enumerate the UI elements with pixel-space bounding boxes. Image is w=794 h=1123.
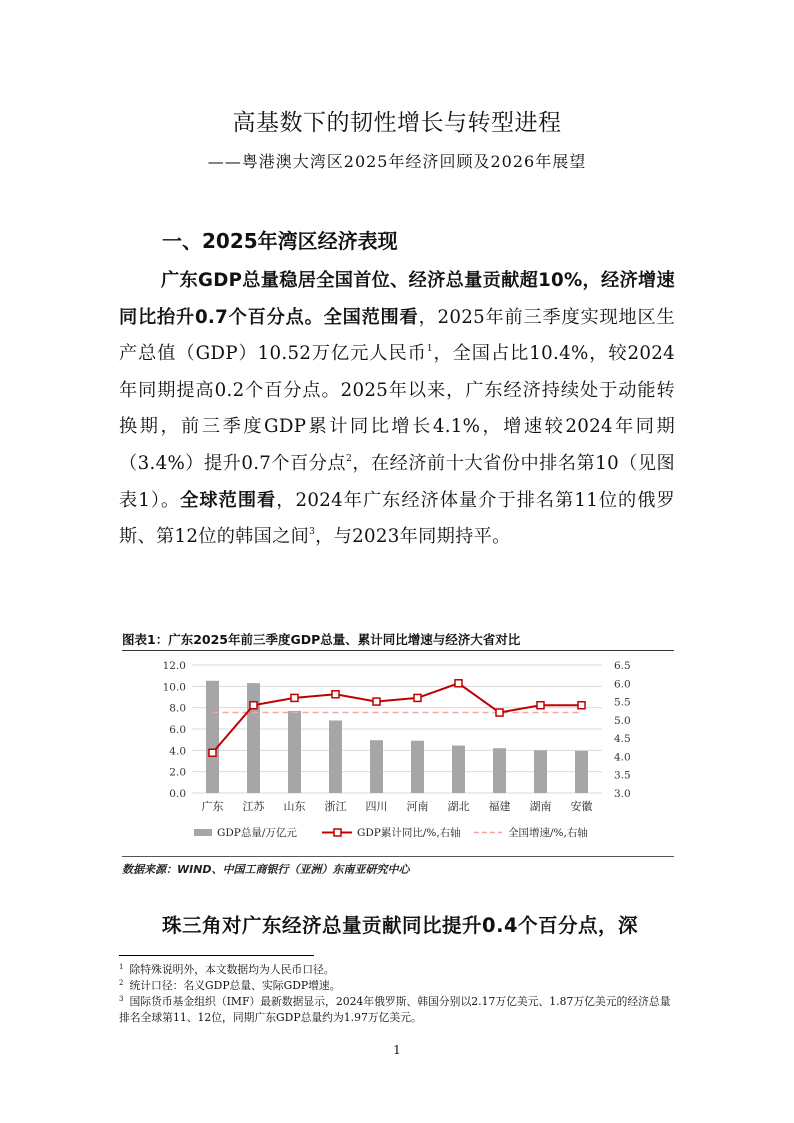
bar-广东 (206, 681, 219, 793)
x-axis-label: 四川 (365, 800, 388, 813)
footnote-3 (119, 994, 679, 1025)
right-axis-tick: 3.0 (614, 788, 631, 800)
footnote-1-text: 除特殊说明外，本文数据均为人民币口径。 (129, 963, 335, 976)
bar-四川 (370, 740, 383, 793)
chart-source: 数据来源：WIND、中国工商银行（亚洲）东南亚研究中心 (122, 863, 410, 876)
growth-point-湖北 (455, 680, 462, 687)
x-axis-label: 江苏 (242, 800, 265, 813)
legend-label-bar: GDP总量/万亿元 (217, 827, 297, 839)
footnote-2-text: 统计口径：名义GDP总量、实际GDP增速。 (129, 979, 341, 992)
right-axis-tick: 4.0 (614, 751, 631, 764)
chart-title: 图表1：广东2025年前三季度GDP总量、累计同比增速与经济大省对比 (122, 632, 521, 647)
footnote-ref-3: 3 (309, 527, 316, 538)
para1-bold-3: 全球范围看 (180, 489, 277, 511)
left-axis-tick: 2.0 (169, 766, 186, 779)
growth-point-四川 (373, 698, 380, 705)
bar-河南 (411, 741, 424, 793)
growth-point-浙江 (332, 691, 339, 698)
section-heading-2: 珠三角对广东经济总量贡献同比提升0.4个百分点，深 (162, 914, 639, 937)
document-title: 高基数下的韧性增长与转型进程 (232, 110, 562, 136)
bar-山东 (288, 711, 301, 793)
right-axis-tick: 3.5 (614, 769, 631, 782)
legend-label-line: GDP累计同比/%,右轴 (357, 827, 461, 839)
bar-湖南 (534, 750, 547, 793)
footnote-3-text: 国际货币基金组织（IMF）最新数据显示，2024年俄罗斯、韩国分别以2.17万亿美元、1.87万亿美元的经济总量排名全球第11、12位，同期广东GDP总量约为1.97万亿美元。 (119, 995, 671, 1024)
footnote-3-num: 3 (119, 995, 124, 1003)
growth-point-安徽 (578, 702, 585, 709)
footnote-2 (119, 978, 679, 994)
left-axis-tick: 10.0 (162, 681, 186, 694)
page-number: 1 (393, 1043, 401, 1057)
bar-福建 (493, 748, 506, 793)
para1-bold-2: 全国范围看 (323, 306, 419, 328)
footnote-ref-1: 1 (426, 344, 433, 355)
legend-label-dashed: 全国增速/%,右轴 (508, 827, 588, 839)
right-axis-tick: 5.0 (614, 714, 631, 727)
footnote-ref-2: 2 (346, 453, 353, 464)
growth-point-广东 (209, 749, 216, 756)
footnote-1-num: 1 (119, 963, 124, 971)
x-axis-label: 湖南 (529, 800, 552, 813)
chart-top-rule (122, 650, 674, 651)
x-axis-label: 山东 (283, 800, 306, 813)
left-axis-tick: 12.0 (162, 660, 186, 672)
para1-text-4: ，在经济前十大省份中排名第10（见图表1）。 (119, 452, 675, 511)
legend-swatch-marker (334, 829, 341, 836)
left-axis-tick: 0.0 (169, 788, 186, 800)
right-axis-tick: 5.5 (614, 696, 631, 709)
chart-bottom-rule (122, 856, 674, 857)
document-subtitle: ——粤港澳大湾区2025年经济回顾及2026年展望 (207, 152, 587, 171)
legend-swatch-bar (194, 829, 212, 836)
bar-湖北 (452, 746, 465, 793)
x-axis-label: 安徽 (570, 800, 593, 813)
left-axis-tick: 6.0 (169, 724, 186, 736)
gdp-chart (122, 652, 674, 854)
growth-point-江苏 (250, 702, 257, 709)
para1-text-3: ，全国占比10.4%，较2024年同期提高0.2个百分点。2025年以来，广东经济持续处于动能转换期，前三季度GDP累计同比增长4.1%，增速较2024年同期（3.4%）提升0.7个百分点 (119, 343, 675, 474)
section-heading-1: 一、2025年湾区经济表现 (162, 229, 398, 253)
x-axis-label: 河南 (406, 800, 429, 813)
para1-text-6: ，与2023年同期持平。 (315, 526, 511, 548)
x-axis-label: 广东 (201, 800, 224, 813)
para1-bold-lead: 广东GDP总量稳居全国首位、经济总量贡献超10%，经济增速同比抬升0.7个百分点。 (119, 270, 675, 328)
x-axis-label: 浙江 (324, 800, 347, 813)
x-axis-label: 福建 (488, 800, 511, 813)
bar-浙江 (329, 720, 342, 793)
right-axis-tick: 4.5 (614, 733, 631, 746)
growth-point-河南 (414, 694, 421, 701)
right-axis-tick: 6.5 (614, 660, 631, 672)
growth-point-福建 (496, 709, 503, 716)
x-axis-label: 湖北 (447, 800, 470, 813)
growth-series-line (213, 683, 582, 752)
footnote-1 (119, 962, 679, 978)
para1-text-2: ，2025年前三季度实现地区生产总值（GDP）10.52万亿元人民币 (119, 306, 675, 365)
bar-安徽 (575, 751, 588, 793)
growth-point-山东 (291, 694, 298, 701)
para1-text-5: ，2024年广东经济体量介于排名第11位的俄罗斯、第12位的韩国之间 (119, 489, 675, 548)
left-axis-tick: 4.0 (169, 745, 186, 758)
left-axis-tick: 8.0 (169, 702, 186, 715)
footnote-2-num: 2 (119, 979, 124, 987)
body-paragraph-1 (119, 263, 675, 556)
growth-point-湖南 (537, 702, 544, 709)
bar-江苏 (247, 683, 260, 793)
right-axis-tick: 6.0 (614, 678, 631, 691)
footnote-divider (119, 955, 314, 956)
